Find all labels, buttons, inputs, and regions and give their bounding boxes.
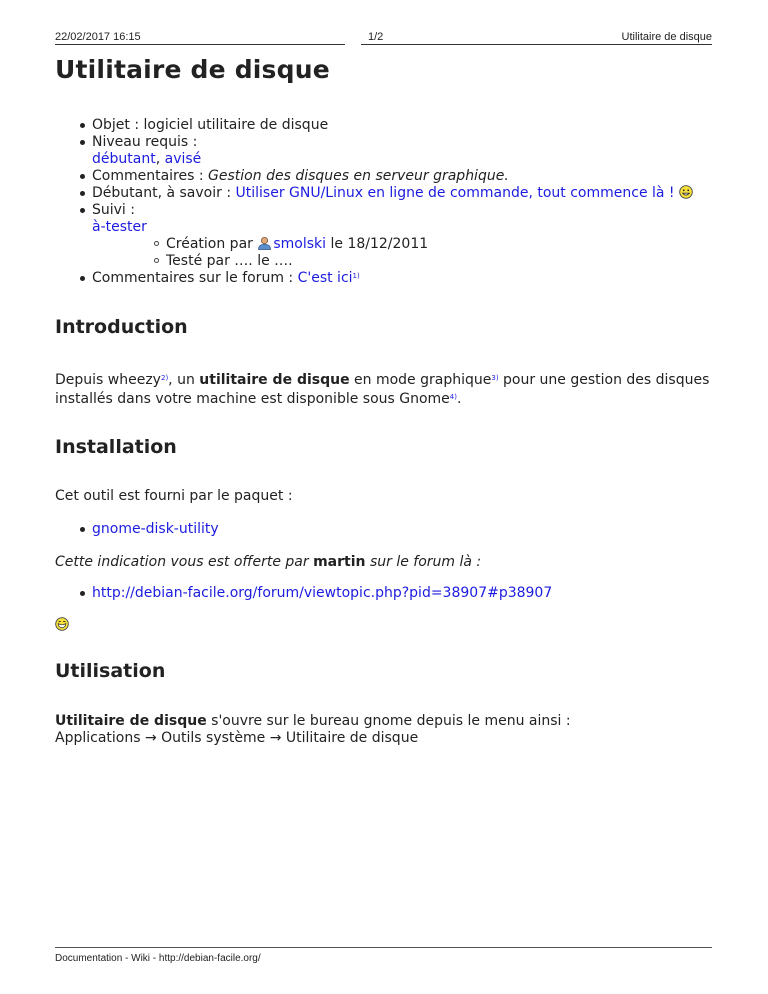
package-link[interactable]: gnome-disk-utility bbox=[92, 521, 219, 537]
header-datetime: 22/02/2017 16:15 bbox=[55, 31, 141, 43]
forum-link[interactable]: C'est ici bbox=[297, 270, 353, 286]
utilisation-text: s'ouvre sur le bureau gnome depuis le menu ainsi : bbox=[206, 713, 571, 729]
meta-debutant bbox=[55, 185, 712, 202]
meta-niveau bbox=[55, 134, 712, 168]
note-author: martin bbox=[313, 554, 366, 570]
meta-comment-label: Commentaires : bbox=[92, 168, 209, 184]
header-rule bbox=[55, 44, 712, 45]
meta-niveau-label: Niveau requis : bbox=[92, 134, 198, 150]
menu-path: Applications → Outils système → Utilitaire de disque bbox=[55, 730, 419, 746]
note-text-b: sur le forum là : bbox=[365, 554, 482, 570]
header-rule-gap bbox=[345, 43, 361, 45]
creation-user-link[interactable]: smolski bbox=[273, 236, 327, 252]
creation-suffix: le 18/12/2011 bbox=[326, 236, 429, 252]
intro-text-4: pour une gestion des disques installés dans votre machine est disponible sous Gnome bbox=[55, 372, 710, 407]
debutant-link[interactable]: Utiliser GNU/Linux en ligne de commande, tout commence là ! bbox=[235, 185, 675, 201]
meta-objet-value: logiciel utilitaire de disque bbox=[143, 117, 329, 133]
meta-suivi-label: Suivi : bbox=[92, 202, 135, 218]
footnote-ref-3[interactable]: 3) bbox=[491, 374, 499, 382]
forum-url-link[interactable]: http://debian-facile.org/forum/viewtopic.php?pid=38907#p38907 bbox=[92, 585, 553, 601]
smiley-icon bbox=[679, 185, 693, 199]
niveau-debutant-link[interactable]: débutant bbox=[92, 151, 156, 167]
intro-bold: utilitaire de disque bbox=[199, 372, 350, 388]
intro-text-3: en mode graphique bbox=[349, 372, 492, 388]
page-header bbox=[55, 27, 712, 44]
meta-objet bbox=[55, 117, 712, 134]
footer-rule bbox=[55, 947, 712, 948]
installation-note bbox=[55, 554, 712, 571]
creation-prefix: Création par bbox=[166, 236, 258, 252]
utilisation-heading: Utilisation bbox=[55, 660, 166, 682]
installation-intro: Cet outil est fourni par le paquet : bbox=[55, 488, 293, 504]
introduction-heading: Introduction bbox=[55, 316, 188, 338]
note-text-a: Cette indication vous est offerte par bbox=[55, 554, 314, 570]
meta-creation bbox=[92, 236, 712, 253]
grin-icon bbox=[55, 617, 69, 631]
meta-debutant-label: Débutant, à savoir : bbox=[92, 185, 236, 201]
meta-list bbox=[55, 117, 712, 287]
page-title: Utilitaire de disque bbox=[55, 55, 330, 84]
meta-forum bbox=[55, 270, 712, 287]
package-item bbox=[55, 521, 712, 538]
forum-url-item bbox=[55, 585, 712, 602]
meta-comment-value: Gestion des disques en serveur graphique. bbox=[208, 168, 509, 184]
header-page-number: 1/2 bbox=[368, 31, 384, 43]
utilisation-paragraph bbox=[55, 713, 712, 747]
niveau-avise-link[interactable]: avisé bbox=[164, 151, 202, 167]
meta-commentaires bbox=[55, 168, 712, 185]
footnote-ref-4[interactable]: 4) bbox=[449, 393, 457, 401]
suivi-a-tester-link[interactable]: à-tester bbox=[92, 219, 147, 235]
intro-text-1: Depuis wheezy bbox=[55, 372, 161, 388]
forum-label: Commentaires sur le forum : bbox=[92, 270, 298, 286]
user-icon bbox=[257, 236, 272, 250]
installation-heading: Installation bbox=[55, 436, 177, 458]
footnote-ref-1[interactable]: 1) bbox=[352, 272, 360, 280]
footnote-ref-2[interactable]: 2) bbox=[160, 374, 169, 382]
meta-teste: Testé par …. le …. bbox=[92, 253, 712, 270]
meta-objet-label: Objet : bbox=[92, 117, 144, 133]
header-doc-title: Utilitaire de disque bbox=[621, 31, 712, 43]
niveau-separator: , bbox=[155, 151, 165, 167]
forum-url-list bbox=[55, 585, 712, 602]
meta-suivi bbox=[55, 202, 712, 270]
introduction-paragraph bbox=[55, 371, 712, 409]
package-list bbox=[55, 521, 712, 538]
page-footer: Documentation - Wiki - http://debian-facile.org/ bbox=[55, 953, 261, 964]
intro-text-2: , un bbox=[168, 372, 200, 388]
utilisation-bold: Utilitaire de disque bbox=[55, 713, 207, 729]
intro-text-5: . bbox=[456, 391, 462, 407]
